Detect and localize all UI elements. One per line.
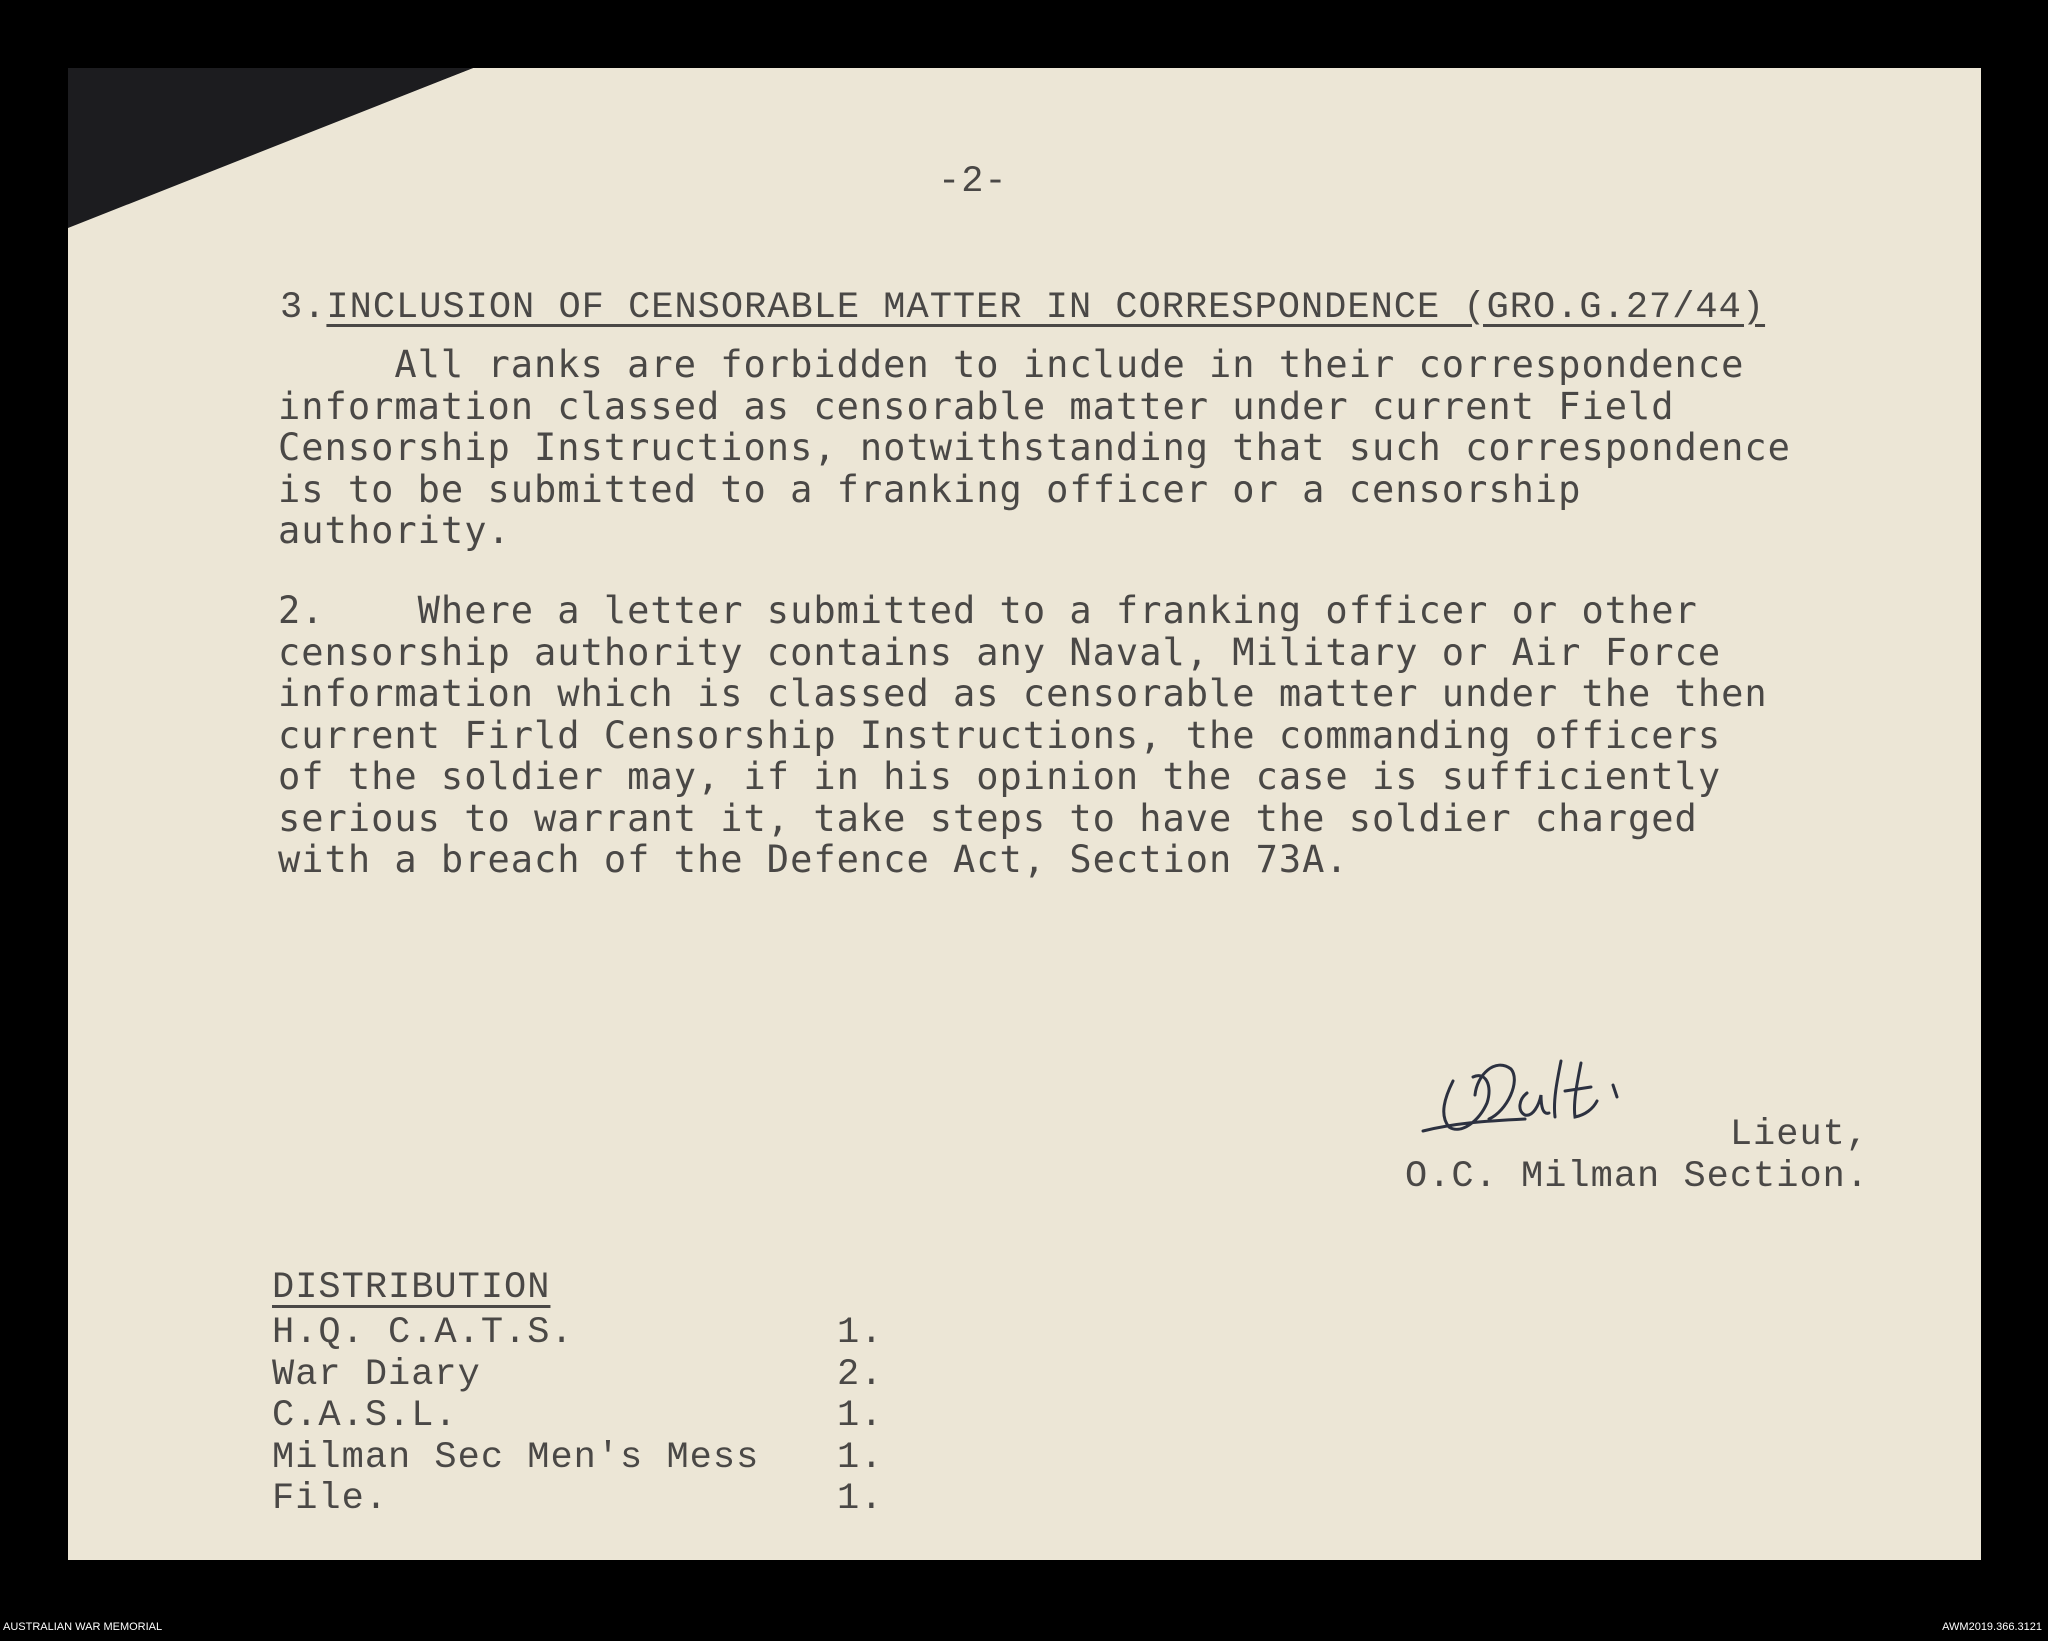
distribution-count: 1.	[837, 1436, 884, 1479]
footer-bar	[0, 1613, 2048, 1641]
distribution-list	[272, 1313, 883, 1521]
distribution-count: 1.	[837, 1312, 884, 1354]
distribution-recipient: H.Q. C.A.T.S.	[272, 1312, 574, 1354]
distribution-row	[272, 1479, 883, 1521]
distribution-recipient: Milman Sec Men's Mess	[272, 1436, 760, 1479]
signature-block	[1405, 1115, 1869, 1198]
section-number: 3.	[280, 287, 327, 329]
distribution-row	[272, 1396, 883, 1438]
signatory-rank: Lieut,	[1729, 1114, 1870, 1156]
distribution-row	[272, 1313, 883, 1355]
distribution-recipient: C.A.S.L.	[272, 1395, 458, 1437]
distribution-count: 2.	[837, 1353, 884, 1396]
distribution-row	[272, 1355, 883, 1397]
distribution-recipient: War Diary	[272, 1353, 481, 1396]
distribution-count: 1.	[837, 1478, 884, 1520]
paragraph-2: 2. Where a letter submitted to a franking officer or other censorship authority contains any Naval, Military or Air Force information which is classed as censorable matter under the then current Firld Censorship Instructions, the commanding officers of the soldier may, if in his opinion the case is sufficiently serious to warrant it, take steps to have the soldier charged with a breach of the Defence Act, Section 73A.	[278, 589, 1768, 881]
footer-accession-id: AWM2019.366.3121	[1942, 1621, 2042, 1633]
distribution-title: DISTRIBUTION	[272, 1267, 551, 1309]
distribution-count: 1.	[837, 1395, 884, 1437]
distribution-row	[272, 1438, 883, 1480]
section-title: INCLUSION OF CENSORABLE MATTER IN CORRESPONDENCE (GRO.G.27/44)	[326, 287, 1766, 329]
signatory-position: O.C. Milman Section.	[1405, 1155, 1870, 1198]
page-number: -2-	[938, 161, 1008, 203]
paragraph-1: All ranks are forbidden to include in their correspondence information classed as censorable matter under current Field Censorship Instructions, notwithstanding that such correspondence is to be submitted to a franking officer or a censorship authority.	[278, 343, 1791, 552]
section-heading	[280, 288, 1765, 330]
distribution-recipient: File.	[272, 1478, 389, 1520]
footer-source: AUSTRALIAN WAR MEMORIAL	[3, 1621, 163, 1633]
